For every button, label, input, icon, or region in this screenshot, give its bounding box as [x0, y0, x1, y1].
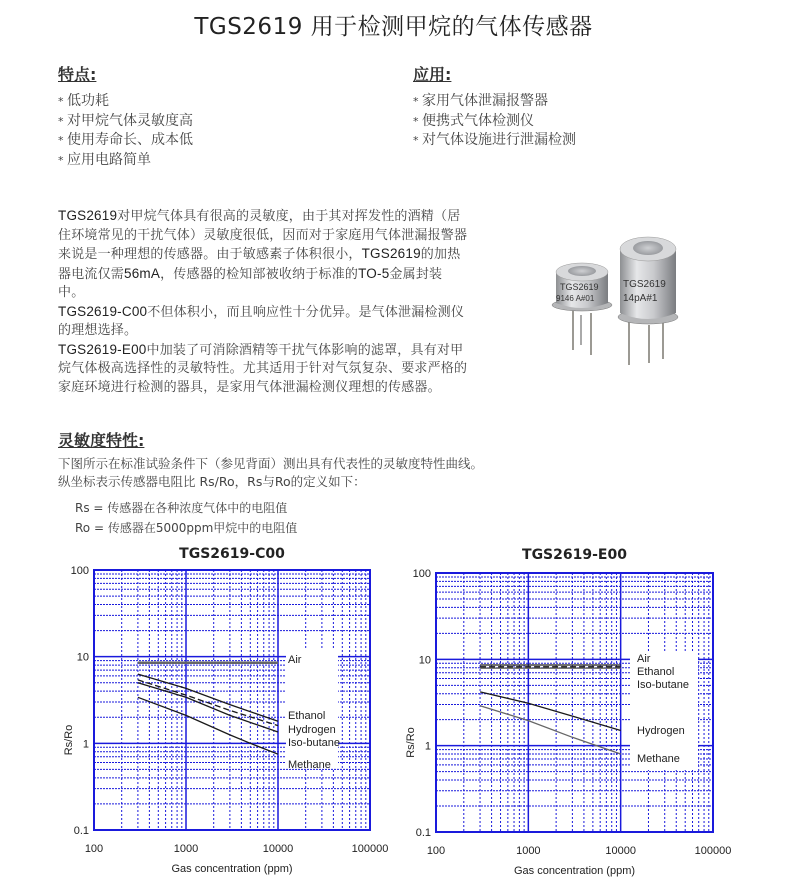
large-sensor-lot: 14pA#1 — [623, 293, 658, 304]
y-tick-label: 10 — [418, 654, 431, 667]
y-axis-label: Rs/Ro — [63, 724, 75, 756]
model-name: TGS2619-E00 — [58, 341, 147, 357]
legend-label-air: Air — [288, 654, 302, 666]
y-tick-label: 10 — [76, 651, 89, 664]
application-item: * 对气体设施进行泄漏检测 — [413, 131, 576, 151]
legend-label-iso-butane: Iso-butane — [288, 737, 340, 749]
description-text: 对甲烷气体具有很高的灵敏度，由于其对挥发性的酒精（居住环境常见的干扰气体）灵敏度很低，因而对于家庭用气体泄漏报警器来说是一种理想的传感器。由于敏感素子体积很小， — [58, 209, 468, 262]
model-name: TGS2619 — [361, 246, 421, 261]
large-sensor-marking: TGS2619 — [623, 279, 666, 290]
legend-label-hydrogen: Hydrogen — [288, 724, 336, 736]
package-type: TO-5 — [358, 265, 390, 281]
legend-label-iso-butane: Iso-butane — [637, 679, 689, 691]
feature-item: * 对甲烷气体灵敏度高 — [58, 112, 193, 132]
y-axis-label: Rs/Ro — [405, 727, 417, 758]
sensitivity-heading: 灵敏度特性: — [58, 431, 145, 450]
chart-title-c00: TGS2619-C00 — [179, 546, 285, 562]
description-text: 不但体积小，而且响应性十分优异。是气体泄漏检测仪的理想选择。 — [58, 304, 465, 338]
description-text: 中加装了可消除酒精等干扰气体影响的滤罩，具有对甲烷气体极高选择性的灵敏特性。尤其适用于针对气氛复杂、要求严格的家庭环境进行检测的器具，是家用气体泄漏检测仪理想的传感器。 — [58, 342, 468, 395]
series-methane-line — [480, 706, 621, 754]
heater-current: 56mA — [124, 265, 161, 281]
y-tick-label: 1 — [82, 738, 89, 751]
y-tick-label: 0.1 — [73, 825, 89, 837]
features-heading: 特点: — [58, 65, 97, 84]
small-sensor-marking: TGS2619 — [560, 282, 599, 292]
x-axis-label: Gas concentration (ppm) — [513, 865, 636, 877]
y-tick-label: 1 — [424, 740, 431, 753]
feature-item: * 使用寿命长、成本低 — [58, 131, 193, 151]
model-name: TGS2619 — [58, 208, 118, 223]
legend-label-ethanol: Ethanol — [288, 710, 326, 722]
application-item: * 家用气体泄漏报警器 — [413, 92, 576, 112]
rs-definition: Rs = 传感器在各种浓度气体中的电阻值 — [75, 501, 288, 515]
chart-title-e00: TGS2619-E00 — [522, 547, 627, 563]
application-item: * 便携式气体检测仪 — [413, 112, 576, 132]
small-sensor-lot: 9146 A#01 — [556, 294, 595, 303]
legend-label-methane: Methane — [288, 759, 331, 771]
series-hydrogen-line — [480, 692, 621, 731]
feature-item: * 应用电路简单 — [58, 151, 193, 171]
y-tick-label: 100 — [412, 568, 431, 580]
x-tick-label: 100 — [84, 843, 104, 855]
y-tick-label: 0.1 — [415, 827, 431, 839]
y-tick-label: 100 — [70, 565, 89, 577]
x-tick-label: 1000 — [173, 843, 199, 855]
x-tick-label: 100000 — [351, 843, 389, 855]
model-name: TGS2619-C00 — [58, 303, 148, 319]
legend-label-methane: Methane — [637, 753, 680, 765]
x-tick-label: 10000 — [605, 845, 636, 857]
x-axis-label: Gas concentration (ppm) — [171, 863, 293, 875]
intro-line: 下图所示在标准试验条件下（参见背面）测出具有代表性的灵敏度特性曲线。 — [58, 456, 484, 471]
x-tick-label: 100000 — [694, 845, 732, 857]
x-tick-label: 100 — [426, 845, 446, 857]
description-text: 金属封装中。 — [58, 266, 443, 300]
x-tick-label: 1000 — [516, 845, 541, 857]
applications-heading: 应用: — [413, 65, 452, 84]
page-title: TGS2619 用于检测甲烷的气体传感器 — [194, 14, 593, 40]
legend-label-ethanol: Ethanol — [637, 666, 675, 678]
intro-line: 纵坐标表示传感器电阻比 Rs/Ro，Rs与Ro的定义如下： — [58, 474, 366, 489]
legend-label-hydrogen: Hydrogen — [637, 725, 685, 737]
ro-definition: Ro = 传感器在5000ppm甲烷中的电阻值 — [75, 521, 298, 535]
x-tick-label: 10000 — [262, 843, 294, 855]
feature-item: * 低功耗 — [58, 92, 193, 112]
description-text: ，传感器的检知部被收纳于标准的 — [160, 266, 359, 282]
legend-label-air: Air — [637, 653, 651, 665]
description-text: 的加热器电流仅需 — [58, 247, 461, 282]
